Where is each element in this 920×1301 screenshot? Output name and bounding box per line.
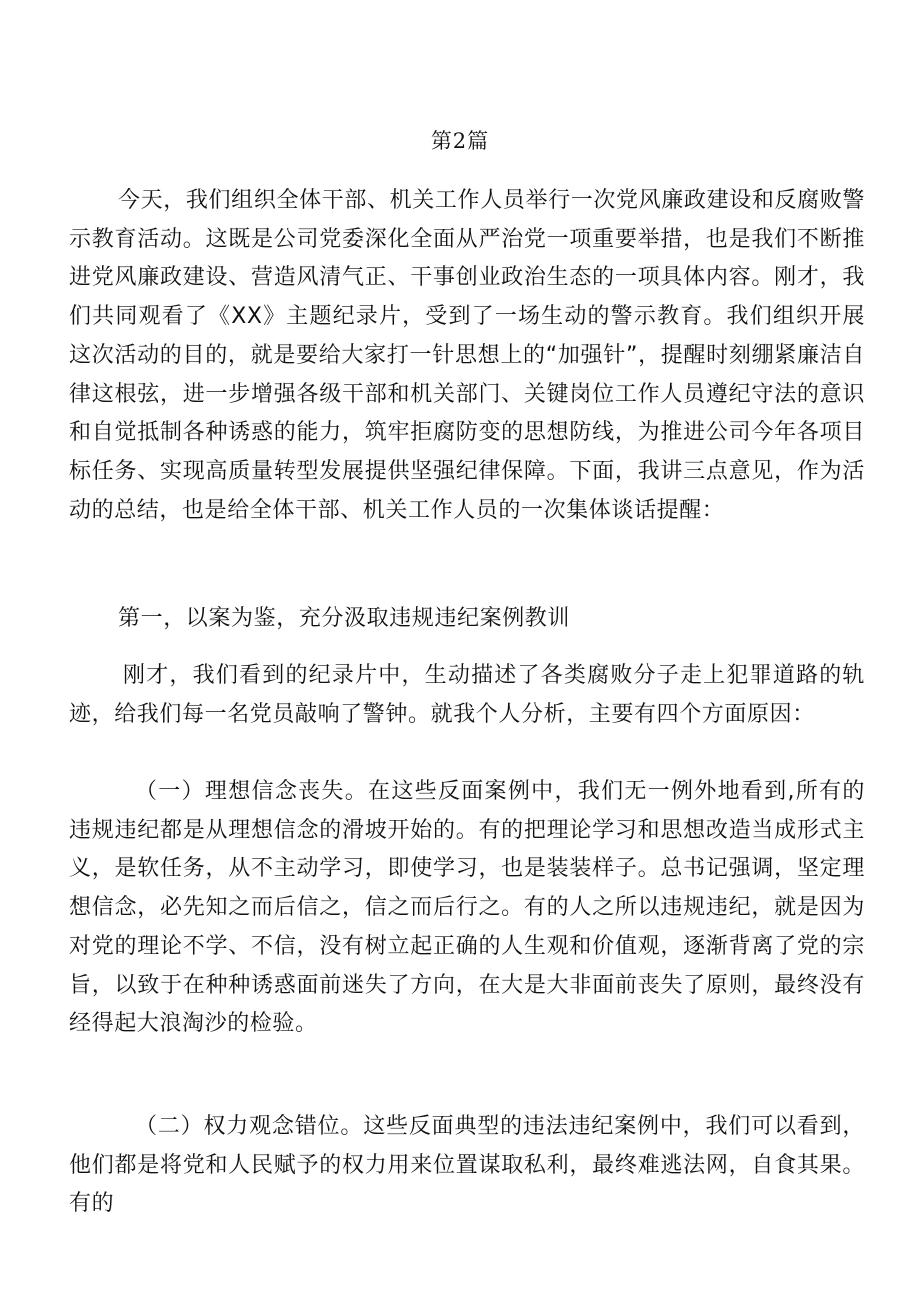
paragraph-reason-two: （二）权力观念错位。这些反面典型的违法违纪案例中，我们可以看到，他们都是将党和人民赋予的权力用来位置谋取私利，最终难逃法网，自食其果。有的 [69,1114,865,1217]
paragraph-reason-one: （一）理想信念丧失。在这些反面案例中，我们无一例外地看到,所有的违规违纪都是从理想信念的滑坡开始的。有的把理论学习和思想改造当成形式主义，是软任务，从不主动学习，即使学习，也是装装样子。总书记强调，坚定理想信念，必先知之而后信之，信之而后行之。有的人之所以违规违纪，就是因为对党的理论不学、不信，没有树立起正确的人生观和价值观，逐渐背离了党的宗旨，以致于在种种诱惑面前迷失了方向，在大是大非面前丧失了原则，最终没有经得起大浪淘沙的检验。 [69,779,865,1037]
paragraph-intro: 今天，我们组织全体干部、机关工作人员举行一次党风廉政建设和反腐败警示教育活动。这既是公司党委深化全面从严治党一项重要举措，也是我们不断推进党风廉政建设、营造风清气正、干事创业政治生态的一项具体内容。刚才，我们共同观看了《XX》主题纪录片，受到了一场生动的警示教育。我们组织开展这次活动的目的，就是要给大家打一针思想上的“加强针”，提醒时刻绷紧廉洁自律这根弦，进一步增强各级干部和机关部门、关键岗位工作人员遵纪守法的意识和自觉抵制各种诱惑的能力，筑牢拒腐防变的思想防线，为推进公司今年各项目标任务、实现高质量转型发展提供坚强纪律保障。下面，我讲三点意见，作为活动的总结，也是给全体干部、机关工作人员的一次集体谈话提醒： [69,188,865,523]
paragraph-lesson: 刚才，我们看到的纪录片中，生动描述了各类腐败分子走上犯罪道路的轨迹，给我们每一名党员敲响了警钟。就我个人分析，主要有四个方面原因： [69,663,865,727]
document-title: 第2篇 [430,129,490,153]
section-heading-one: 第一，以案为鉴，充分汲取违规违纪案例教训 [118,606,571,631]
